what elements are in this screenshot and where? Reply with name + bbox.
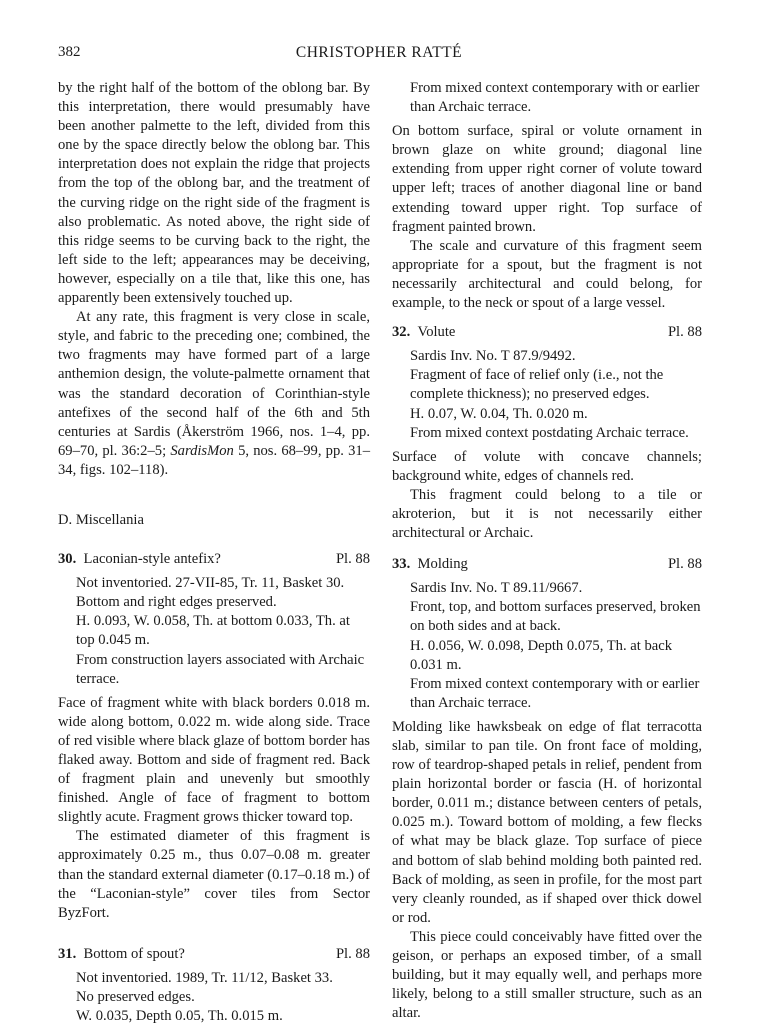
entry-description: Face of fragment white with black borders 0.018 m. wide along bottom, 0.022 m. wide along side. Trace of red visible where black glaze of bottom border has flaked away. Bottom and side of fragment red. Back of fragment plain and unevenly but smoothly finished. Angle of face of fragment to bottom slightly acute. Fragment grows thicker toward top. — [58, 694, 370, 826]
meta-line: Not inventoried. 27-VII-85, Tr. 11, Basket 30. — [76, 575, 345, 592]
meta-line: Fragment of face of relief only (i.e., not the complete thickness); no preserved edges. — [410, 367, 664, 403]
right-column — [392, 79, 702, 1023]
entry-number: 30. — [58, 551, 77, 568]
entry-title: Volute — [417, 324, 456, 341]
entry-metadata — [392, 347, 702, 442]
running-head: CHRISTOPHER RATTÉ — [295, 44, 463, 61]
entry-description: On bottom surface, spiral or volute ornament in brown glaze on white ground; diagonal line extending from upper right corner of volute toward upper left; traces of another diagonal line or band extending toward upper right. Top surface of fragment painted brown. — [392, 123, 702, 235]
meta-line: Not inventoried. 1989, Tr. 11/12, Basket 33. — [76, 969, 333, 986]
left-column — [58, 79, 370, 1026]
text-run: At any rate, this fragment is very close in scale, style, and fabric to the preceding one; combined, the two fragments may have formed part of a large anthemion design, the volute-palmette ornament that was the standard decoration of Corinthian-style antefixes of the second half of the 6th and 5th centuries at Sardis (Åkerström 1966, nos. 1–4, pp. 69–70, pl. 36:2–5; — [58, 309, 370, 459]
meta-line: From mixed context contemporary with or earlier than Archaic terrace. — [410, 675, 700, 711]
entry-number: 32. — [392, 324, 411, 341]
page-number: 382 — [58, 44, 81, 60]
entry-description: This piece could conceivably have fitted over the geison, or perhaps an exposed timber, of a small building, but it may equally well, and perhaps more likely, belong to a still smaller structure, such as an altar. — [392, 928, 702, 1022]
meta-line: Front, top, and bottom surfaces preserved, broken on both sides and at back. — [410, 599, 701, 635]
entry-number: 31. — [58, 945, 77, 962]
meta-line: Bottom and right edges preserved. — [76, 594, 277, 611]
catalog-entry-heading — [58, 945, 370, 964]
plate-reference: Pl. 88 — [335, 945, 370, 962]
page-header — [58, 44, 700, 66]
plate-reference: Pl. 88 — [335, 551, 370, 568]
entry-metadata — [392, 79, 702, 117]
entry-metadata — [58, 969, 370, 1026]
meta-line: Sardis Inv. No. T 89.11/9667. — [410, 580, 583, 597]
entry-description: The scale and curvature of this fragment seem appropriate for a spout, but the fragment is not necessarily architectural and could belong, for example, to the neck or spout of a large vessel. — [392, 237, 702, 312]
entry-description: This fragment could belong to a tile or akroterion, but it is not necessarily either architectural or Archaic. — [392, 486, 702, 542]
text-run: 5, nos. 68–99, pp. 31–34, figs. 102–118). — [58, 442, 371, 478]
meta-line: No preserved edges. — [76, 989, 195, 1006]
meta-line: From construction layers associated with Archaic terrace. — [76, 651, 365, 687]
meta-line: From mixed context postdating Archaic terrace. — [410, 424, 689, 441]
entry-title: Laconian-style antefix? — [83, 551, 221, 568]
meta-line: W. 0.035, Depth 0.05, Th. 0.015 m. — [76, 1008, 283, 1025]
catalog-entry-heading — [392, 555, 702, 574]
entry-description: Molding like hawksbeak on edge of flat terracotta slab, similar to pan tile. On front face of molding, row of teardrop-shaped petals in relief, pendent from plain horizontal border or fascia (H. of horizontal border, 0.011 m.; distance between centers of petals, 0.025 m.). Toward bottom of molding, a few flecks of what may be black glaze. Top surface of piece and bottom of slab behind molding both painted red. Back of molding, as seen in profile, for the most part very cleanly rounded, as if shaped over thick dowel or rod. — [392, 718, 702, 926]
meta-line: H. 0.056, W. 0.098, Depth 0.075, Th. at back 0.031 m. — [410, 637, 672, 673]
italic-citation: SardisMon — [170, 442, 234, 459]
section-heading: D. Miscellania — [58, 511, 144, 528]
plate-reference: Pl. 88 — [667, 556, 702, 573]
entry-description: The estimated diameter of this fragment is approximately 0.25 m., thus 0.07–0.08 m. greater than the standard external diameter (0.17–0.18 m.) of the “Laconian-style” cover tiles from Sector ByzFort. — [58, 828, 370, 921]
paragraph — [58, 308, 370, 480]
catalog-entry-heading — [58, 550, 370, 569]
meta-line: H. 0.07, W. 0.04, Th. 0.020 m. — [410, 405, 588, 422]
meta-line: H. 0.093, W. 0.058, Th. at bottom 0.033, Th. at top 0.045 m. — [76, 613, 350, 649]
entry-metadata — [58, 574, 370, 689]
catalog-entry-heading — [392, 323, 702, 342]
meta-line: From mixed context contemporary with or earlier than Archaic terrace. — [410, 80, 700, 116]
meta-line: Sardis Inv. No. T 87.9/9492. — [410, 348, 576, 365]
entry-title: Molding — [417, 556, 468, 573]
paragraph: by the right half of the bottom of the oblong bar. By this interpretation, there would presumably have been another palmette to the left, divided from this one by the space directly below the oblong bar. This interpretation does not explain the ridge that projects from the top of the oblong bar, and the treatment of the curving ridge on the right side of the fragment is also problematic. As noted above, the right side of this ridge seems to be curving back to the right, the left side to the left; appearances may be deceiving, however, especially on a tile that, like this one, has apparently been extensively touched up. — [58, 80, 370, 307]
entry-number: 33. — [392, 556, 411, 573]
entry-title: Bottom of spout? — [83, 945, 185, 962]
plate-reference: Pl. 88 — [667, 324, 702, 341]
entry-metadata — [392, 579, 702, 713]
entry-description: Surface of volute with concave channels; background white, edges of channels red. — [392, 448, 702, 484]
